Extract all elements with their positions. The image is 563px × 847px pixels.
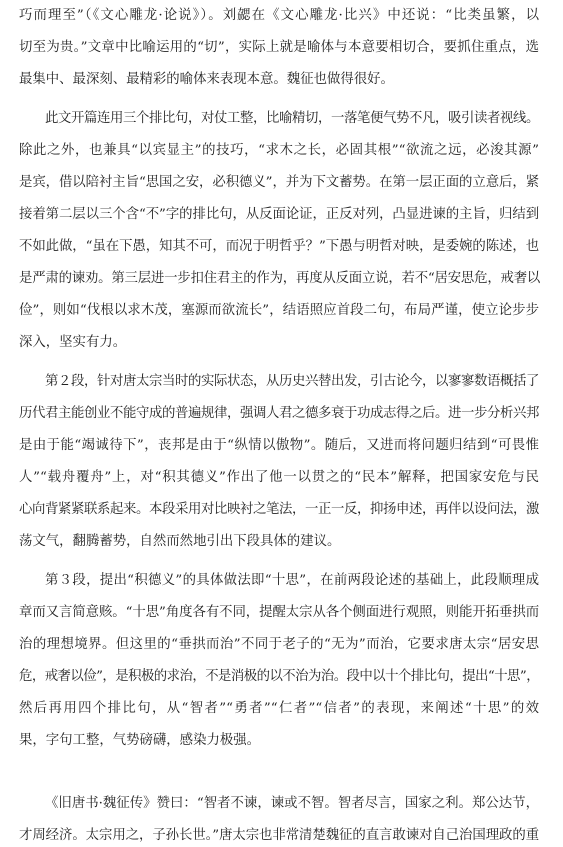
- text-line: 《旧唐书·魏征传》赞曰：“智者不谏，谏或不智。智者尽言，国家之利。郑公达节，: [45, 796, 539, 811]
- text-line: 心向背紧紧联系起来。本段采用对比映衬之笔法，一正一反，抑扬申述，再伴以设问法，激: [19, 502, 539, 517]
- text-line: 是由于能“竭诚待下”，丧邦是由于“纵情以傲物”。随后，又进而将问题归结到“可畏惟: [19, 438, 539, 453]
- text-line: 巧而理至”（《文心雕龙·论说》）。刘勰在《文心雕龙·比兴》中还说：“比类虽繁，以: [19, 8, 539, 23]
- text-line: 危，戒奢以俭”，是积极的求治，不是消极的以不治为治。段中以十个排比句，提出“十思”，: [19, 669, 539, 684]
- text-line: 是严肃的谏劝。第三层进一步扣住君主的作为，再度从反面立说，若不“居安思危，戒奢以: [19, 271, 541, 286]
- text-line: 才周经济。太宗用之，子孙长世。”唐太宗也非常清楚魏征的直言敢谏对自己治国理政的重: [19, 828, 539, 843]
- text-line: 此文开篇连用三个排比句，对仗工整，比喻精切，一落笔便气势不凡，吸引读者视线。: [45, 111, 539, 126]
- text-line: 历代君主能创业不能守成的普遍规律，强调人君之德多衰于功成志得之后。进一步分析兴邦: [19, 406, 539, 421]
- text-line: 最集中、最深刻、最精彩的喻体来表现本意。魏征也做得很好。: [19, 72, 394, 87]
- text-line: 果，字句工整，气势磅礴，感染力极强。: [19, 733, 261, 748]
- text-line: 章而又言简意赅。“十思”角度各有不同，提醒太宗从各个侧面进行观照，则能开拓垂拱而: [19, 605, 539, 620]
- text-line: 切至为贵。”文章中比喻运用的“切”，实际上就是喻体与本意要相切合，要抓住重点，选: [19, 40, 539, 55]
- text-line: 第２段，针对唐太宗当时的实际状态，从历史兴替出发，引古论今，以寥寥数语概括了: [45, 374, 539, 389]
- text-line: 不如此做，“虽在下愚，知其不可，而况于明哲乎？”下愚与明哲对映，是委婉的陈述，也: [19, 239, 539, 254]
- text-line: 接着第二层以三个含“不”字的排比句，从反面论证，正反对列，凸显进谏的主旨，归结到: [19, 207, 539, 222]
- text-line: 荡文气，翻腾蓄势，自然而然地引出下段具体的建议。: [19, 534, 341, 549]
- text-line: 深入，坚实有力。: [19, 335, 127, 350]
- text-line: 然后再用四个排比句，从“智者”“勇者”“仁者”“信者”的表现，来阐述“十思”的效: [19, 701, 539, 716]
- text-line: 第３段，提出“积德义”的具体做法即“十思”，在前两段论述的基础上，此段顺理成: [45, 573, 539, 588]
- text-line: 治的理想境界。但这里的“垂拱而治”不同于老子的“无为”而治，它要求唐太宗“居安思: [19, 637, 539, 652]
- text-line: 人”“载舟覆舟”上，对“积其德义”作出了他一以贯之的“民本”解释，把国家安危与民: [19, 470, 539, 485]
- text-line: 除此之外，也兼具“以宾显主”的技巧，“求木之长，必固其根”“欲流之远，必浚其源”: [19, 143, 539, 158]
- text-line: 是宾，借以陪衬主旨“思国之安，必积德义”，并为下文蓄势。在第一层正面的立意后，紧: [19, 175, 539, 190]
- text-line: 俭”，则如“伐根以求木茂，塞源而欲流长”，结语照应首段二句，布局严谨，使立论步步: [19, 303, 539, 318]
